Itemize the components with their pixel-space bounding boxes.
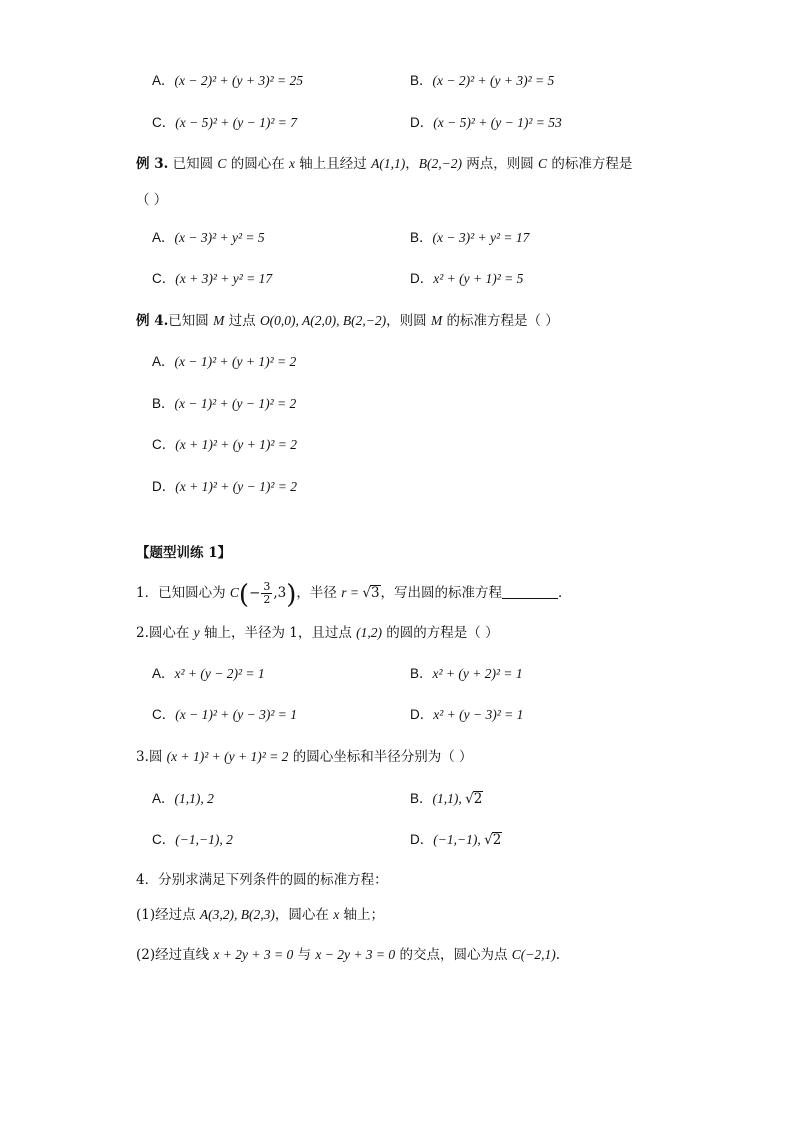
sqrt-sign: √ [465, 791, 474, 807]
stem-text: 的标准方程是（ ） [442, 313, 559, 329]
option-label: C． [152, 115, 176, 130]
option-label: A． [152, 666, 175, 681]
stem-text: (1)经过点 [136, 907, 200, 923]
option-label: D． [410, 115, 434, 130]
option-expression: (x − 5)² + (y − 1)² = 53 [433, 115, 562, 130]
q3-option-b [410, 789, 483, 809]
ex3-option-a [152, 228, 265, 248]
training-q4-part2 [136, 945, 560, 965]
q2-option-c [152, 705, 297, 725]
stem-text: ，半径 [296, 585, 342, 601]
question-number: 1． [136, 585, 159, 601]
stem-text: 的交点，圆心为点 [395, 947, 512, 963]
stem-text: 轴上； [339, 907, 384, 923]
top-option-b [410, 71, 554, 91]
minus-sign: − [249, 585, 261, 601]
option-label: D． [410, 271, 434, 286]
point-a: A(1,1) [371, 156, 406, 171]
q3-option-d [410, 830, 502, 850]
option-label: D． [152, 479, 176, 494]
option-label: A． [152, 354, 175, 369]
right-paren: ) [286, 580, 297, 610]
example-3-stem [136, 154, 632, 174]
option-label: D． [410, 707, 434, 722]
stem-text: 轴上且经过 [295, 156, 372, 172]
top-option-c [152, 113, 297, 133]
q2-option-a [152, 664, 265, 684]
training-q3-stem [136, 747, 473, 767]
training-q4-part1 [136, 905, 384, 925]
option-expression: x² + (y − 2)² = 1 [174, 666, 265, 681]
option-expression: (−1,−1), [433, 832, 485, 847]
coord-rest: ,3 [273, 585, 287, 601]
q2-option-b [410, 664, 523, 684]
stem-text: 的标准方程是 [547, 156, 633, 172]
q2-option-d [410, 705, 523, 725]
option-expression: (1,1), 2 [174, 791, 214, 806]
option-label: B． [410, 791, 433, 806]
option-expression: (x − 2)² + (y + 3)² = 5 [432, 73, 555, 88]
sqrt-sign: √ [362, 585, 371, 601]
points: A(3,2), B(2,3) [199, 907, 275, 922]
option-expression: (x − 3)² + y² = 5 [174, 230, 265, 245]
sqrt-value: 2 [492, 832, 502, 848]
ex4-option-c [152, 435, 297, 455]
option-label: A． [152, 791, 175, 806]
ex4-option-d [152, 477, 297, 497]
stem-text: 已知圆 [168, 313, 214, 329]
fraction-denominator: 2 [263, 593, 271, 606]
ex4-option-a [152, 352, 296, 372]
ex4-option-b [152, 394, 296, 414]
option-expression: (x + 3)² + y² = 17 [175, 271, 273, 286]
option-expression: (−1,−1), 2 [175, 832, 233, 847]
line-1: x + 2y + 3 = 0 [213, 947, 294, 962]
option-label: D． [410, 832, 434, 847]
stem-text: 3.圆 [136, 749, 167, 765]
option-label: B． [410, 666, 433, 681]
option-expression: (x + 1)² + (y + 1)² = 2 [175, 437, 298, 452]
top-option-a [152, 71, 303, 91]
stem-text: 的圆心坐标和半径分别为（ ） [288, 749, 473, 765]
stem-text: 已知圆 [168, 156, 218, 172]
sqrt-value: 3 [370, 585, 380, 601]
option-expression: (x − 5)² + (y − 1)² = 7 [175, 115, 298, 130]
option-label: C． [152, 437, 176, 452]
stem-text: 已知圆心为 [158, 585, 230, 601]
points: O(0,0), A(2,0), B(2,−2) [259, 313, 387, 328]
math-var: M [213, 313, 225, 328]
stem-text: 的圆的方程是（ ） [382, 625, 499, 641]
option-expression: (x − 2)² + (y + 3)² = 25 [174, 73, 304, 88]
option-expression: (x − 1)² + (y + 1)² = 2 [174, 354, 297, 369]
stem-text: 的圆心在 [226, 156, 289, 172]
option-expression: (x + 1)² + (y − 1)² = 2 [175, 479, 298, 494]
option-label: B． [410, 73, 433, 88]
option-expression: (x − 3)² + y² = 17 [432, 230, 530, 245]
left-paren: ( [238, 580, 250, 610]
radius-eq: r = [341, 585, 363, 600]
point-b: B(2,−2) [418, 156, 462, 171]
q3-option-a [152, 789, 214, 809]
end-mark: . [555, 947, 561, 963]
option-label: A． [152, 230, 175, 245]
math-var: M [430, 313, 443, 328]
option-expression: (x − 1)² + (y − 3)² = 1 [175, 707, 298, 722]
fraction [261, 581, 272, 606]
example-4-stem [136, 311, 559, 331]
stem-text: (2)经过直线 [136, 947, 214, 963]
q3-option-c [152, 830, 233, 850]
stem-text: ，写出圆的标准方程 [380, 585, 503, 601]
option-expression: (x − 1)² + (y − 1)² = 2 [174, 396, 297, 411]
math-var: C [217, 156, 227, 171]
sqrt-sign: √ [484, 832, 493, 848]
example-4-heading: 例 4. [136, 313, 169, 329]
sqrt-value: 2 [473, 791, 483, 807]
training-q2-stem [136, 623, 499, 643]
stem-text: ，圆心在 [274, 907, 334, 923]
math-var: x [289, 156, 295, 171]
ex3-option-d [410, 269, 523, 289]
stem-text: 过点 [224, 313, 260, 329]
option-expression: x² + (y + 2)² = 1 [432, 666, 523, 681]
point: C(−2,1) [511, 947, 556, 962]
option-label: C． [152, 707, 176, 722]
separator: ， [405, 156, 419, 172]
stem-text: ，则圆 [386, 313, 431, 329]
training-title: 【题型训练 1】 [136, 545, 232, 561]
option-expression: x² + (y + 1)² = 5 [433, 271, 524, 286]
stem-text: 两点，则圆 [461, 156, 539, 172]
training-q1 [136, 580, 572, 610]
stem-text: 与 [293, 947, 316, 963]
math-var: C [538, 156, 548, 171]
option-label: C． [152, 271, 176, 286]
option-expression: x² + (y − 3)² = 1 [433, 707, 524, 722]
equation: (x + 1)² + (y + 1)² = 2 [166, 749, 289, 764]
example-3-heading: 例 3. [136, 156, 169, 172]
option-label: B． [410, 230, 433, 245]
stem-text: 2.圆心在 [136, 625, 194, 641]
line-2: x − 2y + 3 = 0 [315, 947, 396, 962]
example-3-answer-paren: （ ） [136, 192, 168, 208]
fraction-numerator: 3 [263, 580, 271, 593]
option-label: C． [152, 832, 176, 847]
option-label: B． [152, 396, 175, 411]
end-mark: ． [558, 585, 572, 601]
ex3-option-c [152, 269, 272, 289]
math-var: y [193, 625, 200, 640]
math-var: x [333, 907, 340, 922]
math-var: C [229, 585, 239, 600]
answer-blank[interactable] [502, 584, 558, 599]
option-expression: (1,1), [432, 791, 466, 806]
training-q4-stem: 4．分别求满足下列条件的圆的标准方程： [136, 872, 388, 888]
stem-text: 轴上，半径为 1，且过点 [199, 625, 357, 641]
top-option-d [410, 113, 562, 133]
ex3-option-b [410, 228, 529, 248]
point: (1,2) [356, 625, 383, 640]
option-label: A． [152, 73, 175, 88]
